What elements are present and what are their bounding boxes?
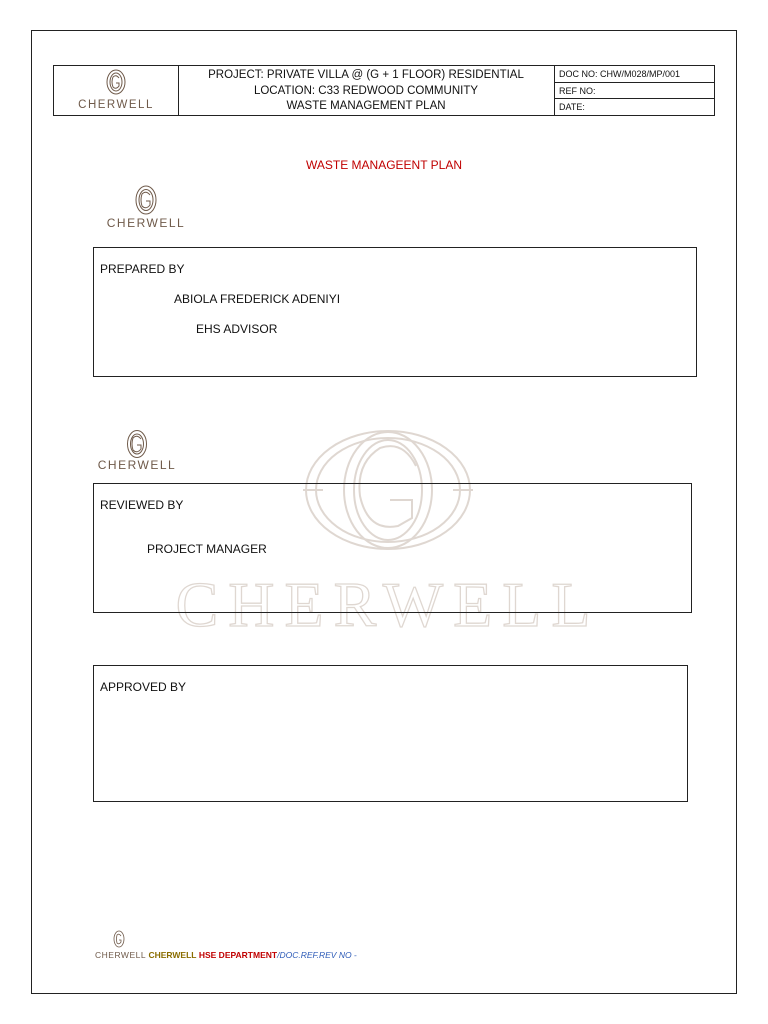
logo-block-1 <box>103 184 189 232</box>
header-logo-cell <box>54 66 179 115</box>
preparer-name: ABIOLA FREDERICK ADENIYI <box>174 292 341 306</box>
footer-department: HSE DEPARTMENT <box>198 950 278 960</box>
plan-line: WASTE MANAGEMENT PLAN <box>286 100 446 112</box>
footer-logo <box>111 930 127 948</box>
date: DATE: <box>555 98 714 114</box>
approved-by-label: APPROVED BY <box>100 680 187 694</box>
doc-no: DOC NO: CHW/M028/MP/001 <box>559 69 681 79</box>
cherwell-logo-icon <box>111 930 127 948</box>
prepared-by-label: PREPARED BY <box>100 262 185 276</box>
approved-by-box <box>93 665 688 802</box>
logo-text: CHERWELL <box>106 216 186 230</box>
cherwell-logo-icon <box>103 184 189 218</box>
header-logo-text: CHERWELL <box>78 99 154 111</box>
page-title: WASTE MANAGEENT PLAN <box>305 158 463 172</box>
reviewer-role: PROJECT MANAGER <box>147 542 267 556</box>
footer <box>95 950 357 960</box>
footer-logo-text: CHERWELL <box>95 950 147 960</box>
footer-doc-ref: DOC.REF.REV NO - <box>279 950 357 960</box>
ref-no: REF NO: <box>555 82 714 98</box>
header-project-info <box>178 66 555 115</box>
footer-slash: / <box>277 950 280 960</box>
project-line: PROJECT: PRIVATE VILLA @ (G + 1 FLOOR) RESIDENTIAL <box>208 69 524 81</box>
logo-block-2 <box>95 428 179 474</box>
logo-text: CHERWELL <box>97 458 177 472</box>
watermark-text: CHERWELL <box>175 569 601 640</box>
reviewed-by-box <box>93 483 692 613</box>
document-header <box>53 65 715 116</box>
location-line: LOCATION: C33 REDWOOD COMMUNITY <box>253 84 479 97</box>
footer-company: CHERWELL <box>148 950 197 960</box>
prepared-by-box <box>93 247 697 377</box>
cherwell-logo-icon <box>95 428 179 460</box>
header-doc-info <box>555 66 714 115</box>
preparer-role: EHS ADVISOR <box>196 322 278 336</box>
reviewed-by-label: REVIEWED BY <box>100 498 184 512</box>
